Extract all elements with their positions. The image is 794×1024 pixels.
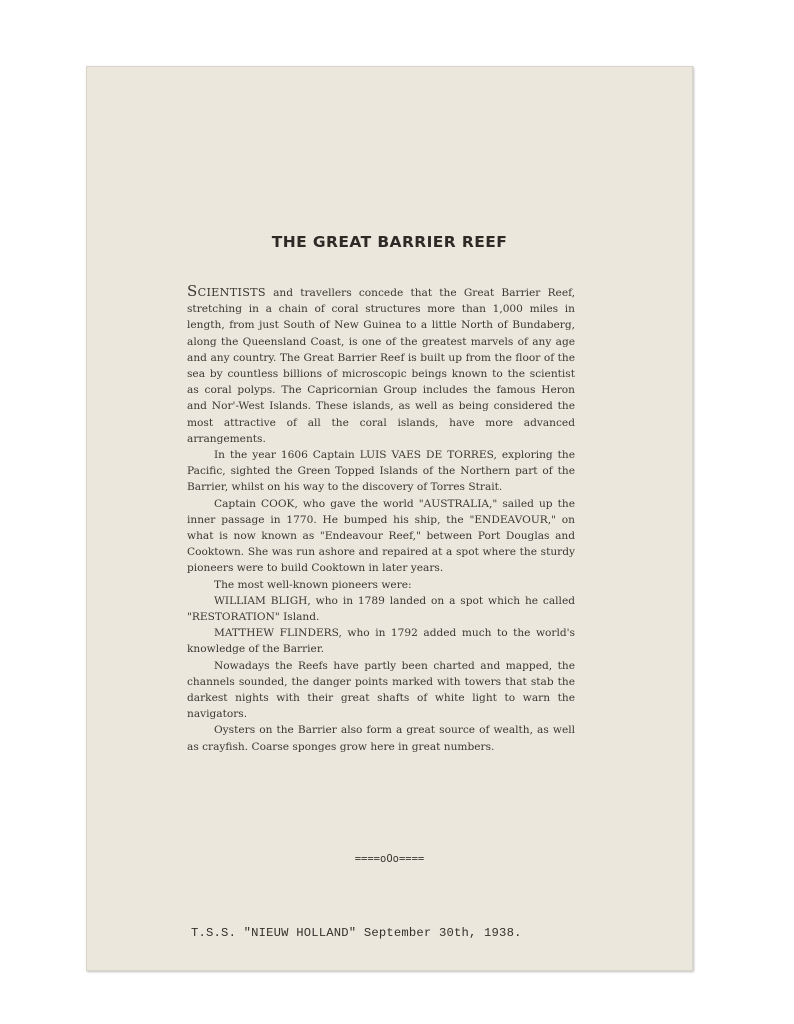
separator-ornament: ====oOo====	[354, 853, 425, 865]
document-body	[187, 283, 575, 755]
paragraph-1	[187, 283, 575, 447]
paragraph-6: MATTHEW FLINDERS, who in 1792 added much to the world's knowledge of the Barrier.	[187, 627, 575, 656]
paper-card	[86, 66, 693, 971]
paragraph-1-text: and travellers concede that the Great Barrier Reef, stretching in a chain of coral structures more than 1,000 miles in length, from just South of New Guinea to a little North of Bundaberg, along the Queensland Coast, is one of the greatest marvels of any age and any country. The Great Barrier Reef is built up from the floor of the sea by countless billions of microscopic beings known to the scientist as coral polyps. The Capricornian Group includes the famous Heron and Nor'-West Islands. These islands, as well as being considered the most attractive of all the coral islands, have more advanced arrangements.	[187, 287, 575, 445]
paragraph-5: WILLIAM BLIGH, who in 1789 landed on a spot which he called "RESTORATION" Island.	[187, 594, 575, 624]
paragraph-8: Oysters on the Barrier also form a great source of wealth, as well as crayfish. Coarse sponges grow here in great numbers.	[187, 724, 575, 753]
paragraph-4: The most well-known pioneers were:	[214, 578, 412, 591]
document-title: THE GREAT BARRIER REEF	[271, 233, 508, 251]
paragraph-2: In the year 1606 Captain LUIS VAES DE TORRES, exploring the Pacific, sighted the Green Topped Islands of the Northern part of the Barrier, whilst on his way to the discovery of Torres Strait.	[187, 449, 575, 494]
footer-line: T.S.S. "NIEUW HOLLAND" September 30th, 1938.	[191, 926, 522, 940]
lead-caps: CIENTISTS	[197, 286, 266, 299]
paragraph-3: Captain COOK, who gave the world "AUSTRALIA," sailed up the inner passage in 1770. He bumped his ship, the "ENDEAVOUR," on what is now known as "Endeavour Reef," between Port Douglas and Cooktown. She was run ashore and repaired at a spot where the sturdy pioneers were to build Cooktown in later years.	[187, 497, 575, 575]
paragraph-7: Nowadays the Reefs have partly been charted and mapped, the channels sounded, the danger points marked with towers that stab the darkest nights with their great shafts of white light to warn the navigators.	[187, 659, 575, 721]
drop-cap: S	[187, 282, 198, 300]
